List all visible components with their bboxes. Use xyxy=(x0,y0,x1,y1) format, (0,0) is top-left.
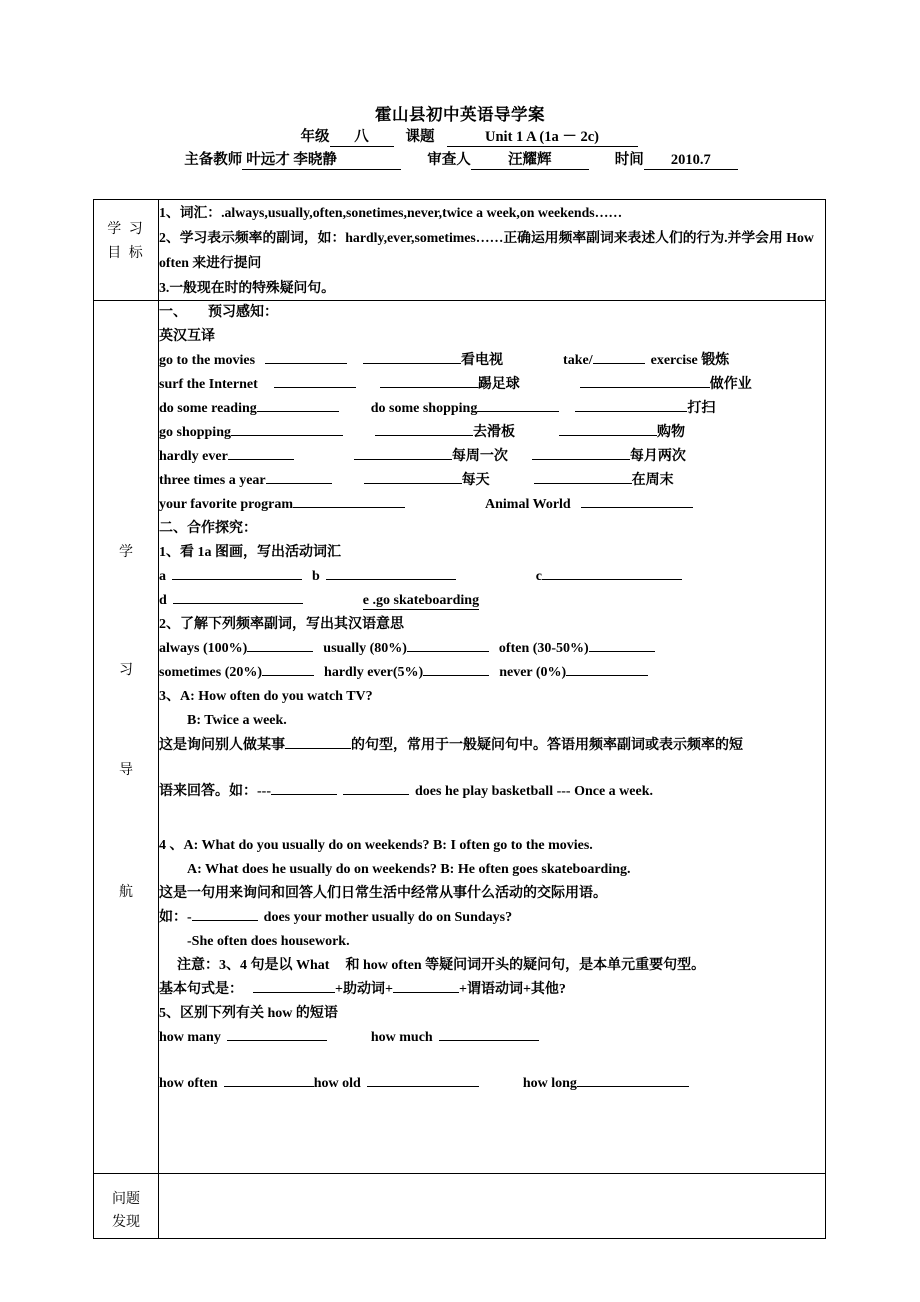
vocab-blank-6a[interactable] xyxy=(266,483,332,484)
q3-example xyxy=(159,780,825,804)
q5-row-2 xyxy=(159,1072,825,1096)
date-value: 2010.7 xyxy=(644,152,738,170)
q5-blank-5[interactable] xyxy=(577,1086,689,1087)
q4-example-blank[interactable] xyxy=(192,920,258,921)
adverb-blank-6[interactable] xyxy=(566,675,648,676)
q4-pattern-blank-1[interactable] xyxy=(253,992,335,993)
vocab-en-7b: Animal World xyxy=(485,497,571,512)
table-row-problems xyxy=(94,1174,826,1239)
vocab-en-5: hardly ever xyxy=(159,449,228,464)
vocab-blank-1a[interactable] xyxy=(265,363,347,364)
q4-explain: 这是一句用来询问和回答人们日常生活中经常从事什么活动的交际用语。 xyxy=(159,886,607,901)
vocab-blank-3c[interactable] xyxy=(575,411,687,412)
adverb-blank-1[interactable] xyxy=(247,651,313,652)
vocab-blank-5b[interactable] xyxy=(354,459,452,460)
vocab-blank-5a[interactable] xyxy=(228,459,294,460)
vocab-en-4: go shopping xyxy=(159,425,231,440)
problems-label-line2: 发现 xyxy=(112,1215,140,1230)
grade-label: 年级 xyxy=(300,129,330,145)
reviewer-label: 审查人 xyxy=(427,152,471,168)
q5-blank-4[interactable] xyxy=(367,1086,479,1087)
q4-pattern-post: +谓语动词+其他? xyxy=(458,982,566,997)
adverb-blank-4[interactable] xyxy=(262,675,314,676)
q3-example-blank-2[interactable] xyxy=(343,794,409,795)
vocab-row-5 xyxy=(159,445,825,469)
problems-label-line1: 问题 xyxy=(112,1192,140,1207)
problems-write-area[interactable] xyxy=(159,1174,825,1238)
section1-subheading: 英汉互译 xyxy=(159,329,215,344)
q1-row-1 xyxy=(159,565,825,589)
vocab-cn-1: 看电视 xyxy=(461,353,504,368)
problems-content-cell[interactable] xyxy=(159,1174,826,1239)
vocab-cn-6: 每天 xyxy=(461,473,490,488)
guide-label-char-3: 导 xyxy=(119,763,133,778)
q3-explain-blank[interactable] xyxy=(285,748,351,749)
goal-item-2: 2、学习表示频率的副词，如：hardly,ever,sometimes……正确运用频率副词来表述人们的行为.并学会用 How often 来进行提问 xyxy=(159,230,814,270)
adverb-blank-2[interactable] xyxy=(407,651,489,652)
q4-pattern xyxy=(159,978,825,1002)
vocab-tail-4: 购物 xyxy=(656,425,685,440)
vocab-row-1 xyxy=(159,349,825,373)
vocab-blank-7a[interactable] xyxy=(293,507,405,508)
vocab-en-1: go to the movies xyxy=(159,353,256,368)
vocab-en-2: surf the Internet xyxy=(159,377,258,392)
vocab-blank-5c[interactable] xyxy=(532,459,630,460)
q3-example-pre: 语来回答。如：--- xyxy=(159,784,271,799)
goals-label-cell xyxy=(94,200,159,301)
q4-example-post: does your mother usually do on Sundays? xyxy=(263,910,513,925)
q1-blank-b[interactable] xyxy=(326,579,456,580)
vocab-row-2 xyxy=(159,373,825,397)
q4-pattern-blank-2[interactable] xyxy=(393,992,459,993)
vocab-blank-4c[interactable] xyxy=(559,435,657,436)
adverb-4: sometimes (20%) xyxy=(159,665,263,680)
vocab-en-6: three times a year xyxy=(159,473,266,488)
goals-label-line1: 学 习 xyxy=(107,222,145,237)
adverb-5: hardly ever(5%) xyxy=(324,665,424,680)
vocab-blank-2b[interactable] xyxy=(380,387,478,388)
q4-text-a1: A: What do you usually do on weekends? B: I often go to the movies. xyxy=(183,838,593,853)
q3-explain-post: 的句型，常用于一般疑问句中。答语用频率副词或表示频率的短 xyxy=(351,738,743,753)
vocab-tail-2: 做作业 xyxy=(709,377,752,392)
vocab-blank-2c[interactable] xyxy=(580,387,710,388)
vocab-blank-3a[interactable] xyxy=(257,411,339,412)
vocab-cn-2: 踢足球 xyxy=(477,377,520,392)
document-header xyxy=(0,104,920,172)
q3-num: 3、 xyxy=(159,689,180,704)
q1-item-d: d xyxy=(159,593,167,608)
q5-phrase-3: how often xyxy=(159,1076,218,1091)
q4-answer: -She often does housework. xyxy=(187,934,350,949)
vocab-blank-3b[interactable] xyxy=(477,411,559,412)
q3-text-a: A: How often do you watch TV? xyxy=(180,689,373,704)
vocab-blank-7b[interactable] xyxy=(581,507,693,508)
guide-label-char-1: 学 xyxy=(119,545,133,560)
vocab-blank-4a[interactable] xyxy=(231,435,343,436)
q4-num: 4 、 xyxy=(159,838,184,853)
section2-heading: 二、合作探究： xyxy=(159,521,257,536)
vocab-tail-1: exercise 锻炼 xyxy=(650,353,730,368)
adverb-3: often (30-50%) xyxy=(498,641,589,656)
q4-note-pre: 注意：3、4 句是以 What xyxy=(177,958,330,973)
adverb-blank-3[interactable] xyxy=(589,651,655,652)
q3-line-a xyxy=(159,685,825,709)
vocab-tail-5: 每月两次 xyxy=(629,449,686,464)
page-title: 霍山县初中英语导学案 xyxy=(375,105,545,124)
adverb-2: usually (80%) xyxy=(323,641,407,656)
q2-text: 2、了解下列频率副词，写出其汉语意思 xyxy=(159,617,404,632)
topic-value: Unit 1 A (1a － 2c) xyxy=(447,129,638,147)
vocab-en-3b: do some shopping xyxy=(370,401,478,416)
vocab-tail-6: 在周末 xyxy=(631,473,674,488)
guide-label-char-2: 习 xyxy=(119,663,133,678)
q3-line-b: B: Twice a week. xyxy=(187,713,287,728)
header-meta-line-2 xyxy=(0,149,920,172)
vocab-blank-6c[interactable] xyxy=(534,483,632,484)
q4-note-mid: 和 how often 等疑问词开头的疑问句，是本单元重要句型。 xyxy=(345,958,706,973)
q1-item-c: c xyxy=(535,569,543,584)
q4-line-a2: A: What does he usually do on weekends? B: He often goes skateboarding. xyxy=(187,862,631,877)
header-meta-line-1 xyxy=(0,126,920,149)
q1-item-b: b xyxy=(312,569,320,584)
vocab-en-7: your favorite program xyxy=(159,497,294,512)
date-label: 时间 xyxy=(614,152,644,168)
q5-row-1 xyxy=(159,1026,825,1050)
adverb-blank-5[interactable] xyxy=(423,675,489,676)
topic-label: 课题 xyxy=(405,129,435,145)
q1-row-2 xyxy=(159,589,825,613)
adverb-6: never (0%) xyxy=(499,665,567,680)
vocab-en-3: do some reading xyxy=(159,401,257,416)
guide-content-cell xyxy=(159,301,826,1174)
vocab-blank-1c[interactable] xyxy=(593,363,645,364)
q4-pattern-mid: +助动词+ xyxy=(335,982,393,997)
q2-row-1 xyxy=(159,637,825,661)
table-row-guide xyxy=(94,301,826,1174)
q1-item-e: e .go skateboarding xyxy=(362,593,480,608)
q3-explain-pre: 这是询问别人做某事 xyxy=(159,738,285,753)
vocab-row-7 xyxy=(159,493,825,517)
q1-blank-c[interactable] xyxy=(542,579,682,580)
vocab-en-1c: take/ xyxy=(563,353,593,368)
vocab-tail-3: 打扫 xyxy=(687,401,716,416)
problems-label-cell xyxy=(94,1174,159,1239)
q5-text: 5、区别下列有关 how 的短语 xyxy=(159,1006,338,1021)
q1-item-a: a xyxy=(159,569,166,584)
vocab-cn-5: 每周一次 xyxy=(451,449,508,464)
teacher-value: 叶远才 李晓静 xyxy=(242,152,401,170)
goal-item-3: 3.一般现在时的特殊疑问句。 xyxy=(159,280,335,295)
q5-phrase-1: how many xyxy=(159,1030,221,1045)
q4-example xyxy=(159,906,825,930)
q1-text: 1、看 1a 图画，写出活动词汇 xyxy=(159,545,341,560)
grade-value: 八 xyxy=(330,129,394,147)
vocab-blank-6b[interactable] xyxy=(364,483,462,484)
q5-blank-2[interactable] xyxy=(439,1040,539,1041)
vocab-cn-4: 去滑板 xyxy=(472,425,515,440)
vocab-row-6 xyxy=(159,469,825,493)
q4-pattern-pre: 基本句式是： xyxy=(159,982,243,997)
q2-row-2 xyxy=(159,661,825,685)
goals-content-cell xyxy=(159,200,826,301)
q5-blank-1[interactable] xyxy=(227,1040,327,1041)
vocab-row-4 xyxy=(159,421,825,445)
guide-label-char-4: 航 xyxy=(119,885,133,900)
q3-example-post: does he play basketball --- Once a week. xyxy=(415,784,653,799)
teacher-label: 主备教师 xyxy=(184,152,243,168)
q3-explain xyxy=(159,733,825,758)
guide-label-cell xyxy=(94,301,159,1174)
lesson-plan-table xyxy=(93,199,826,1239)
vocab-blank-2a[interactable] xyxy=(274,387,356,388)
q5-phrase-2: how much xyxy=(370,1030,433,1045)
q4-note xyxy=(159,954,825,978)
q4-line-a1 xyxy=(159,834,825,858)
q5-phrase-4: how old xyxy=(313,1076,361,1091)
q5-phrase-5: how long xyxy=(522,1076,577,1091)
q5-blank-3[interactable] xyxy=(224,1086,314,1087)
q1-blank-a[interactable] xyxy=(172,579,302,580)
goal-item-1: 1、词汇：.always,usually,often,sonetimes,never,twice a week,on weekends…… xyxy=(159,205,623,220)
adverb-1: always (100%) xyxy=(159,641,248,656)
q4-example-pre: 如：- xyxy=(159,910,192,925)
vocab-row-3 xyxy=(159,397,825,421)
reviewer-value: 汪耀辉 xyxy=(471,152,589,170)
goals-label-line2: 目 标 xyxy=(107,246,145,261)
q3-example-blank-1[interactable] xyxy=(271,794,337,795)
vocab-blank-4b[interactable] xyxy=(375,435,473,436)
vocab-blank-1b[interactable] xyxy=(363,363,461,364)
table-row-goals xyxy=(94,200,826,301)
section1-heading: 一、 预习感知： xyxy=(159,305,278,320)
q1-blank-d[interactable] xyxy=(173,603,303,604)
